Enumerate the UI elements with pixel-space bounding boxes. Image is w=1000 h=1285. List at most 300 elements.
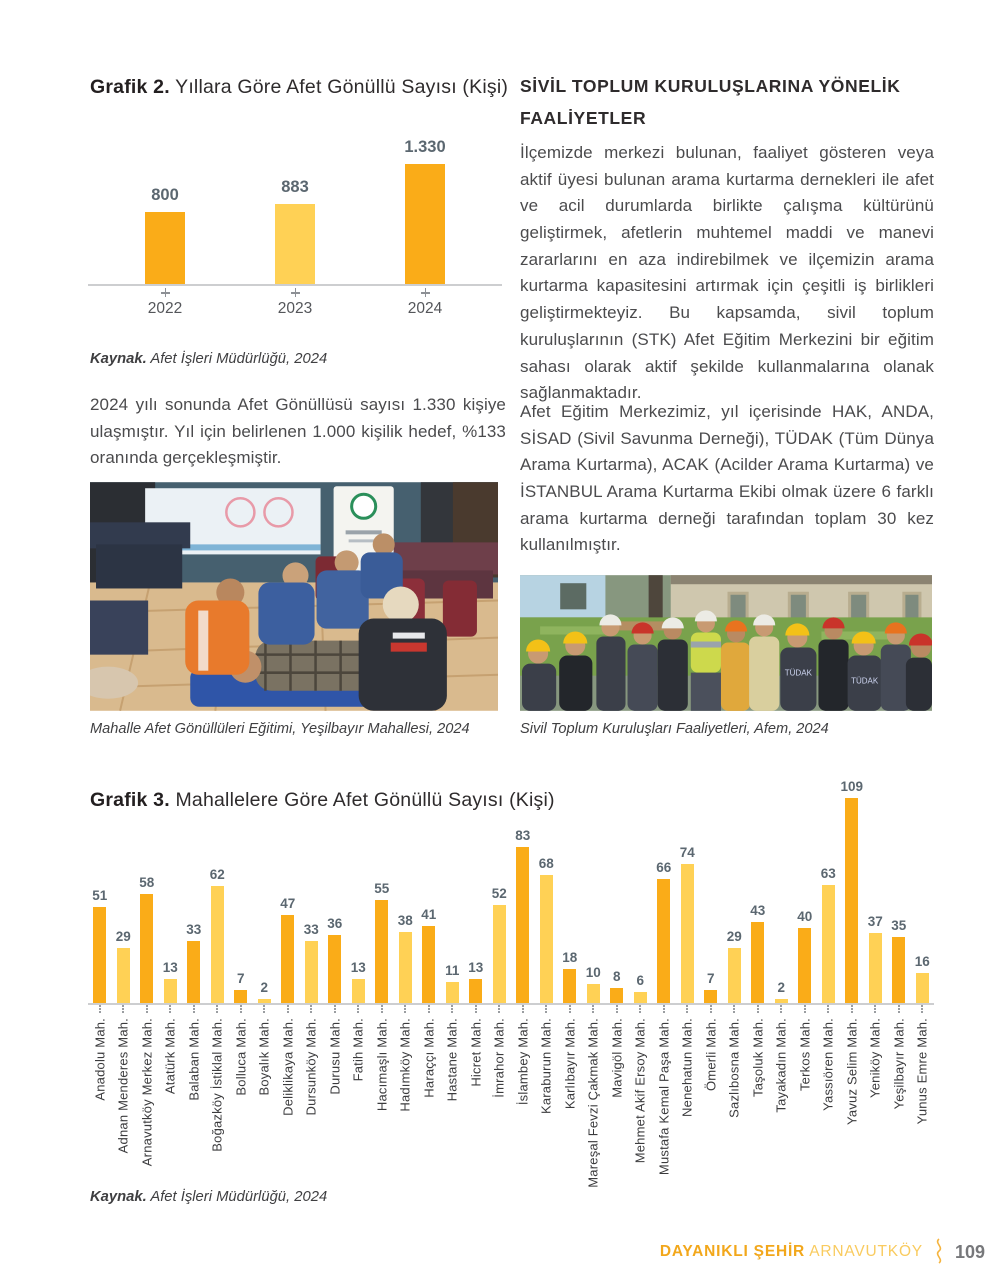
bar-value-label: 63 [820, 866, 836, 881]
bar-group [274, 178, 316, 284]
x-tick-label: Ömerli Mah. [703, 1018, 719, 1091]
footer-brand-light: ARNAVUTKÖY [805, 1243, 923, 1260]
x-tick-label: Balaban Mah. [186, 1018, 202, 1101]
x-tick-label: Dursunköy Mah. [303, 1018, 319, 1116]
x-tick-group [88, 1005, 112, 1013]
bar [657, 879, 670, 1003]
grafik2-chart [88, 138, 502, 318]
x-tick-label: Hadımköy Mah. [397, 1018, 413, 1112]
tick-mark-icon [310, 1005, 312, 1013]
x-label-group [370, 1013, 394, 1195]
x-tick-label: Mavigöl Mah. [609, 1018, 625, 1098]
x-tick-group [629, 1005, 653, 1013]
bar-value-label: 47 [280, 896, 296, 911]
bar-value-label: 7 [236, 971, 245, 986]
x-label-group [652, 1013, 676, 1195]
source-label: Kaynak. [90, 1189, 147, 1205]
bar-value-label: 62 [209, 867, 225, 882]
bar-value-label: 11 [445, 963, 460, 978]
bar [145, 212, 185, 284]
x-tick-group [887, 1005, 911, 1013]
bar-group [488, 886, 512, 1003]
x-label-group [535, 1013, 559, 1195]
x-tick-group [535, 1005, 559, 1013]
grafik2-source [90, 351, 327, 367]
bar-group [323, 916, 347, 1003]
bar-group [404, 138, 446, 284]
tick-mark-icon [404, 1005, 406, 1013]
bar-value-label: 43 [750, 903, 766, 918]
x-label-group [629, 1013, 653, 1195]
bar-value-label: 37 [867, 914, 883, 929]
bar [305, 941, 318, 1003]
bar-value-label: 800 [151, 186, 179, 204]
x-tick-label: Taşoluk Mah. [750, 1018, 766, 1097]
x-label-group [746, 1013, 770, 1195]
source-label: Kaynak. [90, 351, 147, 367]
bar-group [605, 969, 629, 1003]
x-tick-group [676, 1005, 700, 1013]
x-tick-label: Arnavutköy Merkez Mah. [139, 1018, 155, 1167]
bar [493, 905, 506, 1003]
bar [140, 894, 153, 1003]
x-tick-group [770, 1005, 794, 1013]
x-label-group [488, 1013, 512, 1195]
bar-group [887, 918, 911, 1003]
tick-mark-icon [451, 1005, 453, 1013]
bar-group [144, 186, 186, 284]
bar-group [417, 907, 441, 1003]
x-label-group [229, 1013, 253, 1195]
tick-mark-icon [428, 1005, 430, 1013]
x-tick-group [652, 1005, 676, 1013]
bar [275, 204, 315, 284]
x-tick-group [323, 1005, 347, 1013]
x-tick-label: Terkos Mah. [797, 1018, 813, 1092]
bar-value-label: 83 [515, 828, 531, 843]
bar [563, 969, 576, 1003]
x-tick-label: Haraççı Mah. [421, 1018, 437, 1098]
tick-mark-icon [804, 1005, 806, 1013]
x-tick-group [464, 1005, 488, 1013]
x-label-group [135, 1013, 159, 1195]
bar-group [582, 965, 606, 1003]
tick-mark-icon [169, 1005, 171, 1013]
x-label-group [723, 1013, 747, 1195]
bar-group [159, 960, 183, 1003]
footer-brand-bold: DAYANIKLI ŞEHİR [659, 1243, 806, 1260]
bar-value-label: 7 [706, 971, 715, 986]
x-tick-label: Deliklikaya Mah. [280, 1018, 296, 1116]
grafik2-title-label: Grafik 2. [90, 76, 170, 98]
source-text: Afet İşleri Müdürlüğü, 2024 [146, 351, 328, 367]
bar [587, 984, 600, 1003]
bar [681, 864, 694, 1003]
footer-page-number: 109 [954, 1241, 985, 1262]
x-tick-label: Boğazköy İstiklal Mah. [209, 1018, 225, 1152]
bar-value-label: 883 [281, 178, 309, 196]
bar-group [652, 860, 676, 1003]
x-label-group [558, 1013, 582, 1195]
tick-mark-icon [99, 1005, 101, 1013]
tick-mark-icon [757, 1005, 759, 1013]
x-tick-label: Anadolu Mah. [92, 1018, 108, 1101]
x-label-group [347, 1013, 371, 1195]
bar-group [88, 888, 112, 1003]
x-label-group [605, 1013, 629, 1195]
bar-value-label: 58 [139, 875, 155, 890]
bar [775, 999, 788, 1003]
tick-mark-icon [381, 1005, 383, 1013]
bar-group [394, 913, 418, 1003]
bar-value-label: 13 [350, 960, 366, 975]
bar-value-label: 8 [612, 969, 621, 984]
x-label-group [417, 1013, 441, 1195]
x-label-group [394, 1013, 418, 1195]
tick-mark-icon [421, 288, 430, 297]
x-tick-group [206, 1005, 230, 1013]
tick-mark-icon [216, 1005, 218, 1013]
bar [892, 937, 905, 1003]
x-tick-label: Hastane Mah. [444, 1018, 460, 1102]
tick-mark-icon [498, 1005, 500, 1013]
x-label-group [840, 1013, 864, 1195]
tick-mark-icon [686, 1005, 688, 1013]
bar-group [135, 875, 159, 1003]
x-tick-group [699, 1005, 723, 1013]
x-tick-label: Karaburun Mah. [538, 1018, 554, 1115]
tick-mark-icon [639, 1005, 641, 1013]
bar [328, 935, 341, 1003]
tick-mark-icon [263, 1005, 265, 1013]
bar [704, 990, 717, 1003]
photo-stk-faaliyet [520, 575, 932, 711]
bar-group [347, 960, 371, 1003]
bar [610, 988, 623, 1003]
x-tick-group [144, 286, 186, 318]
x-tick-group [582, 1005, 606, 1013]
x-tick-group [276, 1005, 300, 1013]
tick-mark-icon [851, 1005, 853, 1013]
bar-value-label: 6 [636, 973, 644, 988]
bar-value-label: 33 [303, 922, 319, 937]
x-tick-label: Yunus Emre Mah. [914, 1018, 930, 1125]
bar [822, 885, 835, 1003]
tick-mark-icon [616, 1005, 618, 1013]
svg-text:TÜDAK: TÜDAK [851, 676, 879, 686]
bar [187, 941, 200, 1003]
x-tick-group [605, 1005, 629, 1013]
photo-mahalle-egitimi [90, 482, 498, 711]
bar [469, 979, 482, 1003]
x-tick-group [723, 1005, 747, 1013]
bar [634, 992, 647, 1003]
x-tick-group [404, 286, 446, 318]
bar-group [817, 866, 841, 1003]
section-heading: SİVİL TOPLUM KURULUŞLARINA YÖNELİK FAALİYETLER [520, 76, 901, 129]
tick-mark-icon [733, 1005, 735, 1013]
tick-mark-icon [287, 1005, 289, 1013]
x-tick-group [911, 1005, 935, 1013]
bar-value-label: 38 [397, 913, 413, 928]
bar-group [229, 971, 253, 1003]
x-tick-group [347, 1005, 371, 1013]
x-tick-group [488, 1005, 512, 1013]
x-tick-label: Durusu Mah. [327, 1018, 343, 1095]
bar [869, 933, 882, 1003]
tick-mark-icon [522, 1005, 524, 1013]
x-label-group [699, 1013, 723, 1195]
bar [93, 907, 106, 1003]
x-tick-label: Yassıören Mah. [820, 1018, 836, 1111]
grafik3-chart [88, 773, 934, 1195]
x-tick-group [135, 1005, 159, 1013]
bar [728, 948, 741, 1003]
svg-text:TÜDAK: TÜDAK [784, 668, 812, 678]
bar [211, 886, 224, 1003]
left-paragraph: 2024 yılı sonunda Afet Gönüllüsü sayısı 1.330 kişiye ulaşmıştır. Yıl için belirlenen 1.000 kişilik hedef, %133 oranında gerçekleşmiştir. [90, 395, 506, 468]
x-tick-group [511, 1005, 535, 1013]
x-label-group [864, 1013, 888, 1195]
footer-squiggle-icon [933, 1238, 945, 1266]
right-paragraph-2: Afet Eğitim Merkezimiz, yıl içerisinde HAK, ANDA, SİSAD (Sivil Savunma Derneği), TÜDAK (Tüm Dünya Arama Kurtarma), ACAK (Acilder Arama Kurtarma) ve İSTANBUL Arama Kurtarma Ekibi olmak üzere 6 farklı arama kurtarma derneği tarafından toplam 30 kez kullanılmıştır. [520, 402, 934, 555]
x-tick-label: Hicret Mah. [468, 1018, 484, 1087]
bar-value-label: 10 [585, 965, 601, 980]
bar-value-label: 2 [777, 980, 785, 995]
x-tick-label: Bolluca Mah. [233, 1018, 249, 1096]
x-tick-label: 2023 [277, 300, 313, 317]
tick-mark-icon [334, 1005, 336, 1013]
grafik3-source [90, 1189, 327, 1205]
tick-mark-icon [592, 1005, 594, 1013]
x-tick-label: Yeşilbayır Mah. [891, 1018, 907, 1110]
bar [399, 932, 412, 1003]
grafik3-ticks [88, 1005, 934, 1013]
grafik2-title-text: Yıllara Göre Afet Gönüllü Sayısı (Kişi) [169, 76, 509, 98]
bar [798, 928, 811, 1003]
x-tick-group [253, 1005, 277, 1013]
source-text: Afet İşleri Müdürlüğü, 2024 [146, 1189, 328, 1205]
bar-value-label: 68 [538, 856, 554, 871]
x-label-group [511, 1013, 535, 1195]
x-tick-group [840, 1005, 864, 1013]
x-label-group [911, 1013, 935, 1195]
bar-group [370, 881, 394, 1003]
bar-value-label: 51 [92, 888, 108, 903]
tick-mark-icon [146, 1005, 148, 1013]
x-tick-group [274, 286, 316, 318]
bar-value-label: 13 [468, 960, 484, 975]
x-label-group [793, 1013, 817, 1195]
x-label-group [887, 1013, 911, 1195]
x-label-group [276, 1013, 300, 1195]
bar-group [300, 922, 324, 1003]
bar [405, 164, 445, 284]
x-tick-label: Nenehatun Mah. [679, 1018, 695, 1117]
x-tick-group [182, 1005, 206, 1013]
bar-value-label: 13 [162, 960, 178, 975]
x-tick-label: 2022 [147, 300, 183, 317]
bar-value-label: 36 [327, 916, 343, 931]
bar-group [276, 896, 300, 1003]
bar [164, 979, 177, 1003]
bar-group [911, 954, 935, 1003]
bar-group [535, 856, 559, 1003]
x-tick-group [558, 1005, 582, 1013]
bar [258, 999, 271, 1003]
bar [375, 900, 388, 1003]
x-label-group [817, 1013, 841, 1195]
bar [516, 847, 529, 1003]
x-label-group [676, 1013, 700, 1195]
x-label-group [159, 1013, 183, 1195]
bar [117, 948, 130, 1003]
bar-value-label: 74 [679, 845, 695, 860]
bar [845, 798, 858, 1003]
x-tick-label: Fatih Mah. [350, 1018, 366, 1082]
x-tick-label: Mareşal Fevzi Çakmak Mah. [585, 1018, 601, 1188]
photo-stk-faaliyet-image [520, 575, 932, 711]
bar [422, 926, 435, 1003]
x-label-group [112, 1013, 136, 1195]
bar-group [676, 845, 700, 1003]
tick-mark-icon [569, 1005, 571, 1013]
x-tick-group [417, 1005, 441, 1013]
bar-group [746, 903, 770, 1003]
bar-value-label: 52 [491, 886, 507, 901]
grafik3-bars [88, 773, 934, 1005]
bar-value-label: 55 [374, 881, 390, 896]
bar-group [112, 929, 136, 1003]
bar-value-label: 1.330 [404, 138, 446, 156]
x-tick-label: Mustafa Kemal Paşa Mah. [656, 1018, 672, 1176]
bar-group [182, 922, 206, 1003]
tick-mark-icon [921, 1005, 923, 1013]
bar-group [206, 867, 230, 1003]
x-tick-label: Hacımaşlı Mah. [374, 1018, 390, 1112]
bar-group [864, 914, 888, 1003]
bar-group [253, 980, 277, 1003]
x-label-group [300, 1013, 324, 1195]
x-label-group [253, 1013, 277, 1195]
x-tick-label: Adnan Menderes Mah. [115, 1018, 131, 1154]
right-paragraph-1: İlçemizde merkezi bulunan, faaliyet gösteren veya aktif üyesi bulunan arama kurtarma dernekleri ile afet ve acil durumlarda birlikte çalışma kültürünü geliştirmek, afetlerin muhtemel maddi ve manevi zararlarını en aza indirebilmek ve ilçemizin arama kurtarma kapasitesini artırmak için çeşitli iş birlikleri geliştirmekteyiz. Bu kapsamda, sivil toplum kuruluşlarının (STK) Afet Eğitim Merkezini bir eğitim sahası olarak aktif şekilde kullanmalarına olanak sağlanmaktadır. [520, 143, 934, 403]
tick-mark-icon [898, 1005, 900, 1013]
tick-mark-icon [122, 1005, 124, 1013]
photo-stk-caption: Sivil Toplum Kuruluşları Faaliyetleri, Afem, 2024 [520, 721, 829, 737]
x-tick-group [793, 1005, 817, 1013]
grafik2-xaxis [88, 286, 502, 318]
bar-group [441, 963, 465, 1003]
tick-mark-icon [827, 1005, 829, 1013]
bar [751, 922, 764, 1003]
bar-value-label: 40 [797, 909, 813, 924]
bar-value-label: 41 [421, 907, 437, 922]
x-label-group [206, 1013, 230, 1195]
bar-value-label: 29 [115, 929, 131, 944]
grafik2-bars [88, 138, 502, 286]
x-label-group [88, 1013, 112, 1195]
x-tick-label: İslambey Mah. [515, 1018, 531, 1106]
x-tick-label: 2024 [407, 300, 443, 317]
grafik3-xlabels [88, 1013, 934, 1195]
x-tick-label: Sazlıbosna Mah. [726, 1018, 742, 1118]
bar [281, 915, 294, 1003]
x-label-group [441, 1013, 465, 1195]
x-tick-label: İmrahor Mah. [491, 1018, 507, 1098]
x-tick-group [370, 1005, 394, 1013]
bar [540, 875, 553, 1003]
tick-mark-icon [161, 288, 170, 297]
tick-mark-icon [240, 1005, 242, 1013]
bar-group [699, 971, 723, 1003]
bar-value-label: 35 [891, 918, 907, 933]
x-tick-group [394, 1005, 418, 1013]
photo-mahalle-egitimi-image [90, 482, 498, 711]
grafik3-title-text: Mahallelere Göre Afet Gönüllü Sayısı (Kişi) [169, 789, 555, 811]
tick-mark-icon [710, 1005, 712, 1013]
bar-group [723, 929, 747, 1003]
bar-group [558, 950, 582, 1003]
bar [916, 973, 929, 1003]
x-tick-group [817, 1005, 841, 1013]
tick-mark-icon [291, 288, 300, 297]
grafik2-title [90, 70, 510, 104]
grafik3-title-label: Grafik 3. [90, 789, 170, 811]
x-label-group [182, 1013, 206, 1195]
x-tick-label: Yeniköy Mah. [867, 1018, 883, 1098]
bar [352, 979, 365, 1003]
tick-mark-icon [475, 1005, 477, 1013]
bar-group [629, 973, 653, 1003]
x-tick-label: Yavuz Selim Mah. [844, 1018, 860, 1125]
x-label-group [464, 1013, 488, 1195]
bar-value-label: 29 [726, 929, 742, 944]
x-tick-group [441, 1005, 465, 1013]
bar [446, 982, 459, 1003]
x-tick-label: Mehmet Akif Ersoy Mah. [632, 1018, 648, 1164]
bar-value-label: 18 [562, 950, 578, 965]
bar-value-label: 33 [186, 922, 202, 937]
x-tick-group [229, 1005, 253, 1013]
tick-mark-icon [780, 1005, 782, 1013]
bar-group [511, 828, 535, 1003]
tick-mark-icon [193, 1005, 195, 1013]
bar-group [770, 980, 794, 1003]
x-tick-label: Boyalık Mah. [256, 1018, 272, 1096]
photo-mahalle-caption: Mahalle Afet Gönüllüleri Eğitimi, Yeşilbayır Mahallesi, 2024 [90, 721, 470, 737]
tick-mark-icon [663, 1005, 665, 1013]
page-footer [660, 1238, 985, 1266]
bar-value-label: 66 [656, 860, 672, 875]
x-tick-label: Atatürk Mah. [162, 1018, 178, 1095]
x-label-group [323, 1013, 347, 1195]
bar-value-label: 16 [914, 954, 930, 969]
bar-group [840, 779, 864, 1003]
bar [234, 990, 247, 1003]
x-tick-group [159, 1005, 183, 1013]
x-label-group [770, 1013, 794, 1195]
bar-group [793, 909, 817, 1003]
tick-mark-icon [545, 1005, 547, 1013]
x-tick-group [300, 1005, 324, 1013]
x-tick-label: Karlıbayır Mah. [562, 1018, 578, 1110]
bar-value-label: 2 [260, 980, 268, 995]
x-tick-group [112, 1005, 136, 1013]
bar-group [464, 960, 488, 1003]
x-label-group [582, 1013, 606, 1195]
x-tick-group [864, 1005, 888, 1013]
